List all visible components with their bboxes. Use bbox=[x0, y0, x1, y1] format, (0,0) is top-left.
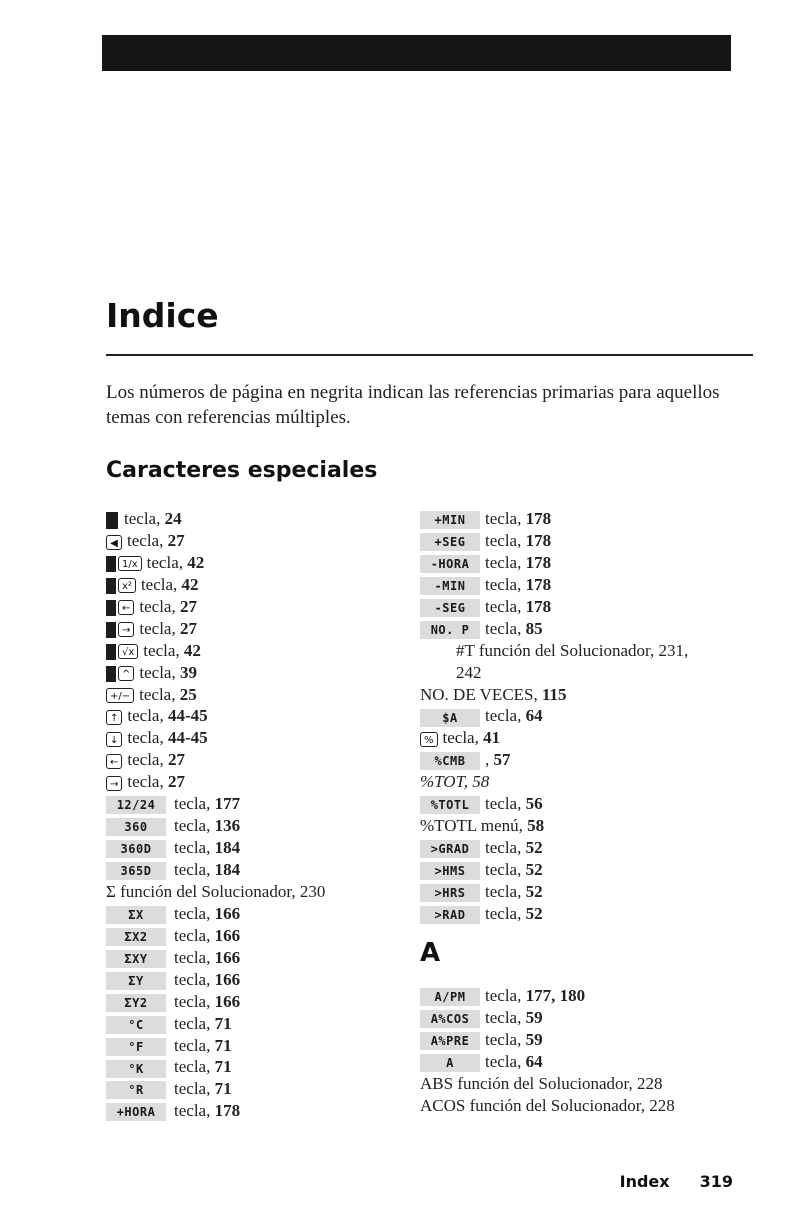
entry-text: tecla, 24 bbox=[124, 509, 182, 528]
entry-text: tecla, 59 bbox=[485, 1007, 543, 1027]
index-entry bbox=[106, 771, 406, 793]
index-entry bbox=[420, 1073, 740, 1095]
entry-text: ABS función del Solucionador, 228 bbox=[420, 1073, 663, 1093]
entry-text: tecla, 41 bbox=[442, 728, 501, 748]
index-entry bbox=[420, 771, 740, 793]
entry-text: tecla, 71 bbox=[174, 1057, 232, 1077]
menu-key: °F bbox=[106, 1038, 166, 1056]
index-entry bbox=[420, 1051, 740, 1073]
entry-text: ACOS función del Solucionador, 228 bbox=[420, 1095, 675, 1115]
entry-text: tecla, 64 bbox=[485, 706, 543, 726]
entry-text: tecla, 42 bbox=[140, 574, 199, 594]
calculator-key: √x bbox=[118, 644, 138, 659]
calculator-key: % bbox=[420, 732, 438, 747]
calculator-key: → bbox=[118, 622, 134, 637]
entry-text: tecla, 52 bbox=[485, 860, 543, 879]
index-entry bbox=[420, 837, 740, 859]
index-entry bbox=[106, 552, 406, 574]
index-entry bbox=[106, 640, 406, 662]
menu-key: °K bbox=[106, 1060, 166, 1078]
index-entry bbox=[420, 618, 740, 640]
footer-page-number: 319 bbox=[699, 1172, 733, 1191]
entry-text: tecla, 39 bbox=[139, 662, 197, 682]
index-entry bbox=[106, 596, 406, 618]
index-entry bbox=[106, 1035, 406, 1057]
index-entry bbox=[420, 1029, 740, 1051]
letter-heading-a: A bbox=[420, 937, 441, 968]
entry-text: Σ función del Solucionador, 230 bbox=[106, 881, 326, 901]
index-entry bbox=[420, 815, 740, 837]
index-entry bbox=[420, 793, 740, 815]
index-entry bbox=[106, 925, 406, 947]
shift-key-icon bbox=[106, 512, 118, 529]
page-footer bbox=[600, 1172, 733, 1191]
entry-text: tecla, 166 bbox=[174, 969, 241, 989]
calculator-key: +/− bbox=[106, 688, 134, 703]
entry-text: tecla, 27 bbox=[127, 750, 185, 770]
header-bar bbox=[102, 35, 731, 71]
entry-text: tecla, 52 bbox=[485, 903, 543, 923]
index-entry bbox=[420, 552, 740, 574]
entry-text: tecla, 27 bbox=[127, 530, 185, 550]
entry-text: tecla, 178 bbox=[174, 1101, 241, 1121]
index-entry bbox=[106, 727, 406, 749]
entry-text: tecla, 44-45 bbox=[127, 728, 208, 748]
index-entry bbox=[420, 881, 740, 903]
menu-key: -SEG bbox=[420, 599, 480, 617]
entry-text: tecla, 64 bbox=[485, 1051, 543, 1071]
index-entry bbox=[106, 1056, 406, 1078]
index-entry bbox=[420, 985, 740, 1007]
entry-text: , 57 bbox=[485, 750, 511, 770]
index-entry bbox=[420, 662, 740, 684]
index-entry bbox=[106, 947, 406, 969]
calculator-key: ◀ bbox=[106, 535, 122, 550]
entry-text: tecla, 184 bbox=[174, 838, 241, 858]
shift-key-icon bbox=[106, 600, 116, 616]
index-entry bbox=[106, 837, 406, 859]
entry-text: tecla, 27 bbox=[139, 596, 197, 616]
menu-key: 360D bbox=[106, 840, 166, 858]
index-entry bbox=[106, 793, 406, 815]
index-entry bbox=[420, 640, 740, 662]
footer-label: Index bbox=[619, 1172, 670, 1191]
entry-text: tecla, 71 bbox=[174, 1079, 232, 1099]
index-entry bbox=[420, 530, 740, 552]
calculator-key: → bbox=[106, 776, 122, 791]
entry-text: tecla, 56 bbox=[485, 794, 543, 814]
menu-key: >RAD bbox=[420, 906, 480, 924]
menu-key: 365D bbox=[106, 862, 166, 880]
index-entry bbox=[420, 727, 740, 749]
entry-text: tecla, 166 bbox=[174, 991, 241, 1011]
menu-key: ΣX bbox=[106, 906, 166, 924]
index-entry bbox=[106, 991, 406, 1013]
entry-text: tecla, 42 bbox=[146, 552, 205, 572]
entry-text: tecla, 166 bbox=[174, 925, 241, 945]
entry-text: tecla, 27 bbox=[127, 772, 185, 792]
index-entry bbox=[420, 705, 740, 727]
menu-key: NO. P bbox=[420, 621, 480, 639]
index-entry bbox=[106, 749, 406, 771]
entry-text: tecla, 85 bbox=[485, 618, 543, 638]
entry-text: tecla, 178 bbox=[485, 509, 552, 528]
index-entry bbox=[106, 969, 406, 991]
shift-key-icon bbox=[106, 666, 116, 682]
menu-key: A/PM bbox=[420, 988, 480, 1006]
entry-text: tecla, 42 bbox=[143, 640, 201, 660]
menu-key: ΣX2 bbox=[106, 928, 166, 946]
calculator-key: ← bbox=[118, 600, 134, 615]
entry-text: tecla, 44-45 bbox=[127, 706, 208, 726]
menu-key: °C bbox=[106, 1016, 166, 1034]
index-entry bbox=[420, 684, 740, 706]
menu-key: °R bbox=[106, 1081, 166, 1099]
calculator-key: ↑ bbox=[106, 710, 122, 725]
index-column-right bbox=[420, 508, 740, 1116]
index-entry bbox=[106, 859, 406, 881]
entry-text: #T función del Solucionador, 231, bbox=[456, 640, 689, 660]
calculator-key: ↓ bbox=[106, 732, 122, 747]
index-entry bbox=[106, 530, 406, 552]
calculator-key: x² bbox=[118, 578, 136, 593]
entry-text: tecla, 177 bbox=[174, 794, 241, 814]
shift-key-icon bbox=[106, 644, 116, 660]
entry-text: %TOT, 58 bbox=[420, 772, 490, 792]
menu-key: -MIN bbox=[420, 577, 480, 595]
entry-text: tecla, 178 bbox=[485, 596, 552, 616]
entry-text: tecla, 178 bbox=[485, 552, 552, 572]
index-entry bbox=[106, 684, 406, 706]
page-title: Indice bbox=[106, 296, 219, 335]
menu-key: +HORA bbox=[106, 1103, 166, 1121]
entry-text: %TOTL menú, 58 bbox=[420, 816, 545, 836]
menu-key: ΣXY bbox=[106, 950, 166, 968]
index-entry bbox=[106, 1013, 406, 1035]
shift-key-icon bbox=[106, 578, 116, 594]
entry-text: tecla, 178 bbox=[485, 574, 552, 594]
menu-key: %TOTL bbox=[420, 796, 480, 814]
entry-text: tecla, 184 bbox=[174, 860, 241, 879]
index-entry bbox=[106, 662, 406, 684]
index-entry bbox=[420, 1095, 740, 1117]
index-entry bbox=[420, 596, 740, 618]
menu-key: 12/24 bbox=[106, 796, 166, 814]
section-heading: Caracteres especiales bbox=[106, 458, 378, 483]
entry-text: tecla, 59 bbox=[485, 1029, 543, 1049]
menu-key: -HORA bbox=[420, 555, 480, 573]
index-entry bbox=[106, 1100, 406, 1122]
title-rule bbox=[106, 354, 753, 356]
index-entry bbox=[420, 508, 740, 530]
index-entry bbox=[106, 815, 406, 837]
menu-key: ΣY bbox=[106, 972, 166, 990]
calculator-key: ^ bbox=[118, 666, 134, 681]
menu-key: 360 bbox=[106, 818, 166, 836]
shift-key-icon bbox=[106, 556, 116, 572]
index-column-left bbox=[106, 508, 406, 1122]
index-entry bbox=[420, 903, 740, 925]
index-entry bbox=[106, 1078, 406, 1100]
entry-text: 242 bbox=[456, 662, 482, 682]
shift-key-icon bbox=[106, 622, 116, 638]
menu-key: >HRS bbox=[420, 884, 480, 902]
menu-key: %CMB bbox=[420, 752, 480, 770]
calculator-key: 1/x bbox=[118, 556, 142, 571]
menu-key: +SEG bbox=[420, 533, 480, 551]
index-entry bbox=[420, 574, 740, 596]
menu-key: >GRAD bbox=[420, 840, 480, 858]
entry-text: tecla, 178 bbox=[485, 530, 552, 550]
index-entry bbox=[420, 1007, 740, 1029]
index-entry bbox=[106, 705, 406, 727]
entry-text: tecla, 25 bbox=[139, 684, 197, 704]
index-entry bbox=[106, 574, 406, 596]
menu-key: ΣY2 bbox=[106, 994, 166, 1012]
calculator-key: ← bbox=[106, 754, 122, 769]
entry-text: tecla, 177, 180 bbox=[485, 985, 586, 1005]
entry-text: tecla, 166 bbox=[174, 947, 241, 967]
entry-text: NO. DE VECES, 115 bbox=[420, 684, 567, 704]
entry-text: tecla, 136 bbox=[174, 816, 241, 836]
menu-key: >HMS bbox=[420, 862, 480, 880]
entry-text: tecla, 71 bbox=[174, 1035, 232, 1055]
menu-key: A%PRE bbox=[420, 1032, 480, 1050]
index-entry bbox=[420, 859, 740, 881]
index-entry bbox=[420, 749, 740, 771]
menu-key: +MIN bbox=[420, 511, 480, 529]
entry-text: tecla, 52 bbox=[485, 838, 543, 858]
menu-key: A%COS bbox=[420, 1010, 480, 1028]
intro-paragraph: Los números de página en negrita indican las referencias primarias para aquellos temas con referencias múltiples. bbox=[106, 382, 720, 428]
entry-text: tecla, 52 bbox=[485, 881, 543, 901]
index-entry bbox=[106, 903, 406, 925]
index-entry bbox=[106, 618, 406, 640]
entry-text: tecla, 71 bbox=[174, 1013, 232, 1033]
index-entry bbox=[106, 508, 406, 530]
entry-text: tecla, 27 bbox=[139, 618, 197, 638]
menu-key: $A bbox=[420, 709, 480, 727]
menu-key: A bbox=[420, 1054, 480, 1072]
index-entry bbox=[106, 881, 406, 903]
entry-text: tecla, 166 bbox=[174, 903, 241, 923]
